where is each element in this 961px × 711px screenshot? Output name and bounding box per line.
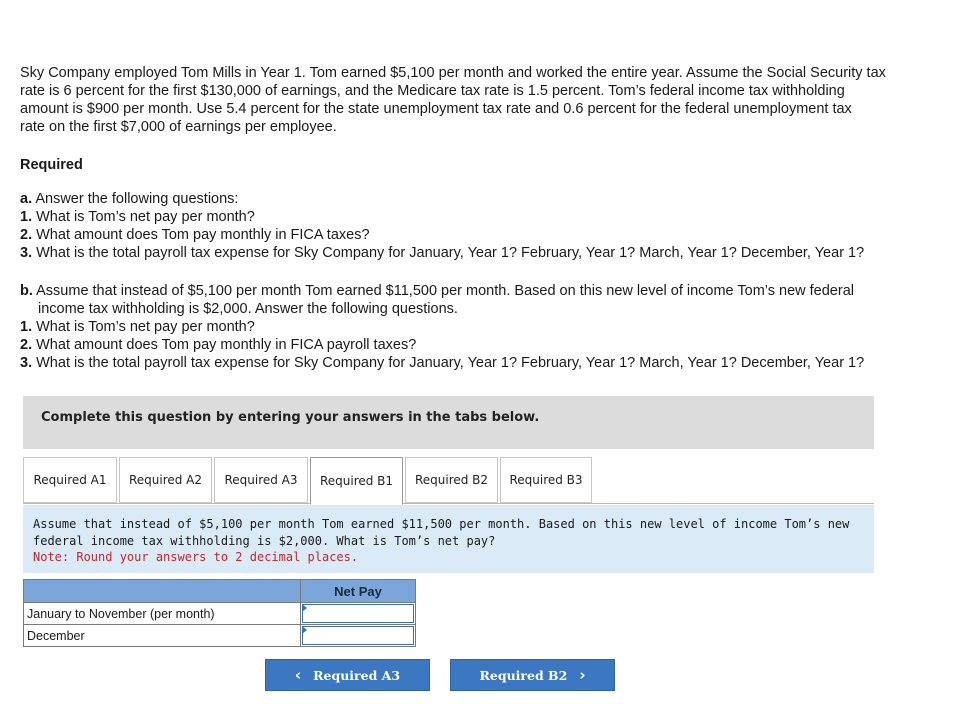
instructions-banner: Complete this question by entering your answers in the tabs below. [23, 396, 874, 449]
table-header-row [24, 580, 416, 603]
tab-required-b2[interactable]: Required B2 [405, 457, 498, 503]
part-label: b. [20, 283, 33, 299]
question-number: 3. [20, 355, 33, 371]
question-text: What is Tom’s net pay per month? [36, 319, 255, 335]
next-tab-label: Required B2 [479, 667, 568, 683]
part-text: Answer the following questions: [35, 191, 239, 207]
instruction-line: Assume that instead of $5,100 per month Tom earned $11,500 per month. Based on this new level of income Tom’s new [33, 517, 850, 531]
header-blank-cell [24, 580, 301, 603]
question-text: What is the total payroll tax expense for Sky Company for January, Year 1? February, Year 1? March, Year 1? December, Year 1? [36, 355, 865, 371]
tab-bar [23, 457, 874, 504]
input-cell [301, 625, 416, 647]
question-number: 2. [20, 227, 33, 243]
part-label: a. [20, 191, 33, 207]
part-b-intro [20, 282, 955, 300]
question-item [20, 354, 955, 372]
input-cell [301, 603, 416, 625]
chevron-left-icon: ‹ [294, 666, 302, 684]
tab-instructions [23, 505, 874, 573]
prev-tab-label: Required A3 [313, 667, 401, 683]
part-a-intro [20, 190, 955, 208]
answer-table [23, 579, 416, 647]
table-row [24, 603, 416, 625]
rounding-note: Note: Round your answers to 2 decimal places. [33, 550, 359, 564]
tab-required-a3[interactable]: Required A3 [214, 457, 308, 503]
instruction-line: federal income tax withholding is $2,000. What is Tom’s net pay? [33, 533, 496, 548]
question-text: What amount does Tom pay monthly in FICA payroll taxes? [36, 337, 417, 353]
question-item [20, 208, 955, 226]
question-number: 1. [20, 319, 33, 335]
intro-line: amount is $900 per month. Use 5.4 percent for the state unemployment tax rate and 0.6 percent for the federal unemployment tax [20, 101, 852, 117]
input-marker-icon [302, 604, 307, 612]
part-text-continued: income tax withholding is $2,000. Answer the following questions. [38, 301, 458, 317]
question-item [20, 318, 955, 336]
net-pay-december-input[interactable] [302, 626, 414, 645]
part-a [20, 190, 955, 262]
part-text: Assume that instead of $5,100 per month Tom earned $11,500 per month. Based on this new level of income Tom’s new federal [36, 283, 854, 299]
question-number: 3. [20, 245, 33, 261]
problem-intro [20, 64, 955, 136]
input-marker-icon [302, 626, 307, 634]
required-heading: Required [20, 157, 83, 173]
next-tab-button[interactable] [450, 659, 615, 691]
intro-line: rate on the first $7,000 of earnings per employee. [20, 119, 337, 135]
tab-required-a1[interactable]: Required A1 [23, 457, 117, 503]
question-text: What is Tom’s net pay per month? [36, 209, 255, 225]
question-number: 2. [20, 337, 33, 353]
row-label: January to November (per month) [24, 603, 301, 625]
table-row [24, 625, 416, 647]
question-text: What is the total payroll tax expense for Sky Company for January, Year 1? February, Year 1? March, Year 1? December, Year 1? [36, 245, 865, 261]
question-item [20, 336, 955, 354]
tab-required-b3[interactable]: Required B3 [500, 457, 592, 503]
chevron-right-icon: › [579, 666, 586, 684]
net-pay-header: Net Pay [301, 580, 416, 603]
question-item [20, 226, 955, 244]
prev-tab-button[interactable] [265, 659, 430, 691]
question-text: What amount does Tom pay monthly in FICA taxes? [36, 227, 370, 243]
question-number: 1. [20, 209, 33, 225]
net-pay-jan-nov-input[interactable] [302, 604, 414, 623]
tab-required-b1[interactable]: Required B1 [310, 457, 403, 505]
row-label: December [24, 625, 301, 647]
tab-required-a2[interactable]: Required A2 [119, 457, 212, 503]
part-b [20, 282, 955, 372]
intro-line: rate is 6 percent for the first $130,000 of earnings, and the Medicare tax rate is 1.5 percent. Tom’s federal income tax withholding [20, 83, 845, 99]
intro-line: Sky Company employed Tom Mills in Year 1. Tom earned $5,100 per month and worked the entire year. Assume the Social Security tax [20, 65, 886, 81]
question-item [20, 244, 955, 262]
